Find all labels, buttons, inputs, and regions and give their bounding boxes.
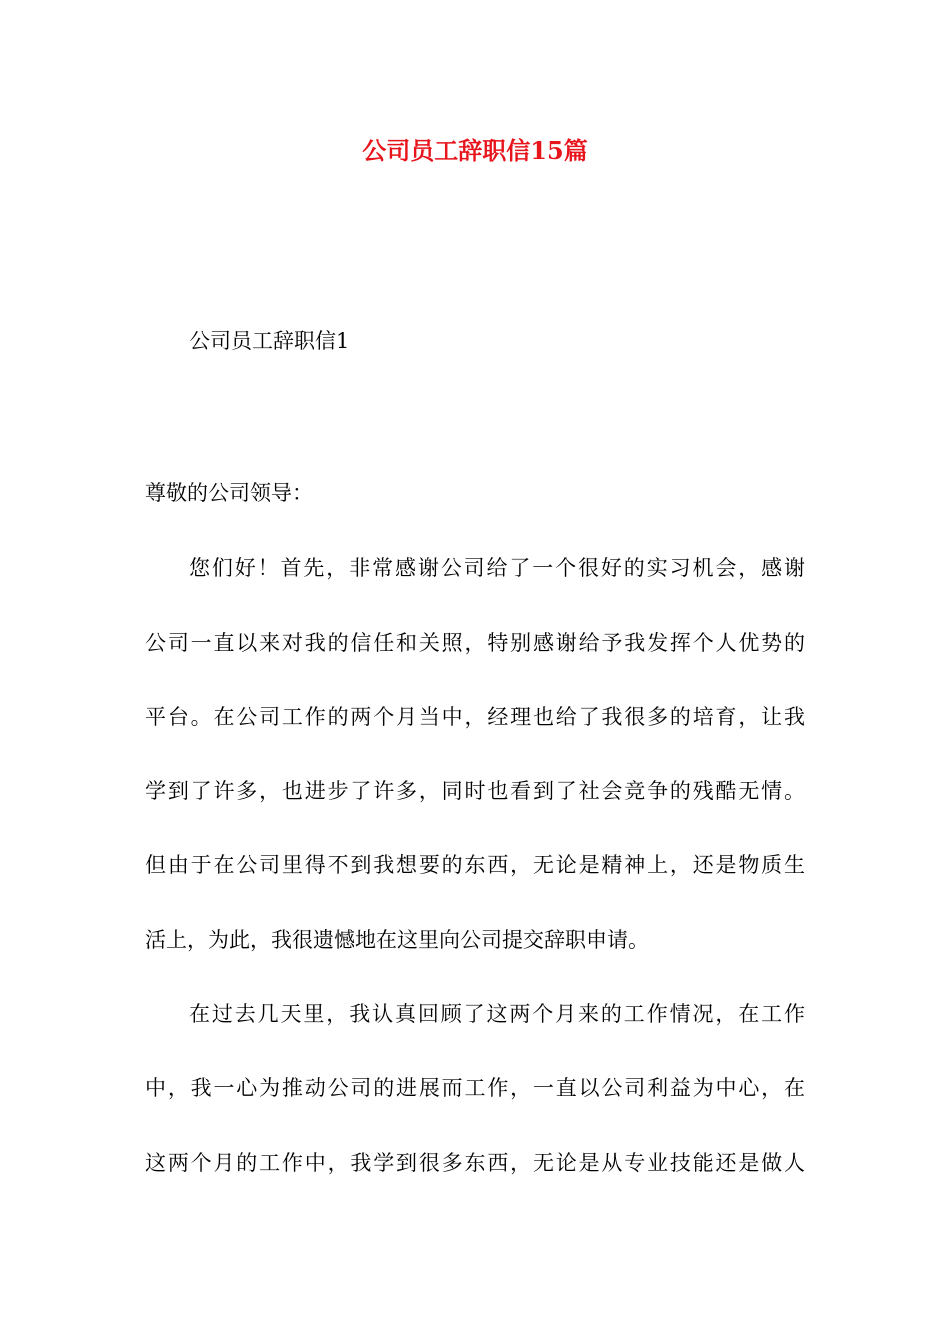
document-title: 公司员工辞职信15篇: [362, 136, 588, 165]
paragraph-1-line-1: 您们好！首先，非常感谢公司给了一个很好的实习机会，感谢: [189, 556, 805, 580]
paragraph-2-line-3: 这两个月的工作中，我学到很多东西，无论是从专业技能还是做人: [145, 1151, 805, 1175]
paragraph-1-line-2: 公司一直以来对我的信任和关照，特别感谢给予我发挥个人优势的: [145, 631, 805, 655]
salutation: 尊敬的公司领导：: [145, 481, 313, 505]
paragraph-2-line-2: 中，我一心为推动公司的进展而工作，一直以公司利益为中心，在: [145, 1076, 805, 1100]
section-heading: 公司员工辞职信1: [189, 329, 350, 353]
paragraph-1-line-4: 学到了许多，也进步了许多，同时也看到了社会竞争的残酷无情。: [145, 779, 805, 803]
paragraph-2-line-1: 在过去几天里，我认真回顾了这两个月来的工作情况，在工作: [189, 1002, 805, 1026]
paragraph-1-line-6: 活上，为此，我很遗憾地在这里向公司提交辞职申请。: [145, 928, 649, 952]
paragraph-1-line-3: 平台。在公司工作的两个月当中，经理也给了我很多的培育，让我: [145, 705, 805, 729]
paragraph-1-line-5: 但由于在公司里得不到我想要的东西，无论是精神上，还是物质生: [145, 853, 805, 877]
